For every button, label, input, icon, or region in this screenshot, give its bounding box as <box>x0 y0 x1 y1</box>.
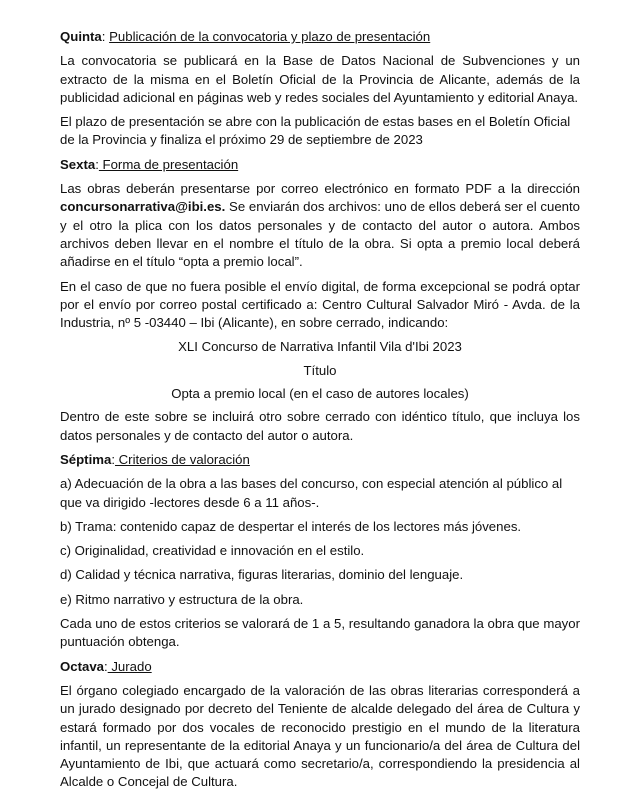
quinta-paragraph-2: El plazo de presentación se abre con la publicación de estas bases en el Boletín Oficial de la Provincia y finaliza el próximo 29 de septiembre de 2023 <box>60 114 571 148</box>
quinta-paragraph-1: La convocatoria se publicará en la Base de Datos Nacional de Subvenciones y un extracto de la misma en el Boletín Oficial de la Provincia de Alicante, además de la publicidad adicional en páginas web y redes sociales del Ayuntamiento y editorial Anaya. <box>60 53 580 105</box>
section-title: Forma de presentación <box>98 156 239 172</box>
criterion-item: d) Calidad y técnica narrativa, figuras literarias, dominio del lenguaje. <box>60 567 464 583</box>
criterion-item: c) Originalidad, creatividad e innovación en el estilo. <box>60 543 365 559</box>
criterion-item: b) Trama: contenido capaz de despertar el interés de los lectores más jóvenes. <box>60 518 522 534</box>
section-septima-heading: Séptima: Criterios de valoración <box>60 451 250 467</box>
sexta-paragraph-1: Las obras deberán presentarse por correo electrónico en formato PDF a la dirección concursonarrativa@ibi.es. Se enviarán dos archivos: uno de ellos deberá ser el cuento y el otro la plica con los datos personales y de contacto del autor o autora. Ambos archivos deben llevar en el nombre el título de la obra. Si opta a premio local deberá añadirse en el título “opta a premio local”. <box>60 181 580 270</box>
septima-scoring-paragraph: Cada uno de estos criterios se valorará de 1 a 5, resultando ganadora la obra que mayor puntuación obtenga. <box>60 616 580 650</box>
section-sexta-heading: Sexta: Forma de presentación <box>60 156 239 172</box>
criterion-item: e) Ritmo narrativo y estructura de la obra. <box>60 591 304 607</box>
envelope-line-contest: XLI Concurso de Narrativa Infantil Vila d'Ibi 2023 <box>178 339 462 355</box>
octava-paragraph-1: El órgano colegiado encargado de la valoración de las obras literarias corresponderá a un jurado designado por decreto del Teniente de alcalde delegado del área de Cultura y estará formado por dos vocales de reconocido prestigio en el mundo de la literatura infantil, un representante de la editorial Anaya y un funcionario/a del área de Cultura del Ayuntamiento de Ibi, que actuará como secretario/a, correspondiendo la presidencia al Alcalde o Concejal de Cultura. <box>60 682 580 790</box>
email-address: concursonarrativa@ibi.es. <box>60 199 226 215</box>
envelope-line-local: Opta a premio local (en el caso de autores locales) <box>171 386 469 402</box>
section-title: Jurado <box>107 658 152 674</box>
section-label: Octava <box>60 658 104 674</box>
section-label: Séptima <box>60 451 112 467</box>
envelope-line-title: Título <box>303 362 337 378</box>
sexta-paragraph-2: En el caso de que no fuera posible el envío digital, de forma excepcional se podrá optar por el envío por correo postal certificado a: Centro Cultural Salvador Miró - Avda. de la Industria, nº 5 -03440 – Ibi (Alicante), en sobre cerrado, indicando: <box>60 278 580 331</box>
section-octava-heading: Octava: Jurado <box>60 658 152 674</box>
criterion-item: a) Adecuación de la obra a las bases del concurso, con especial atención al público al que va dirigido -lectores desde 6 a 11 años-. <box>60 476 563 510</box>
section-label: Sexta <box>60 156 96 172</box>
section-quinta-heading: Quinta: Publicación de la convocatoria y plazo de presentación <box>60 29 431 44</box>
section-title: Criterios de valoración <box>114 451 250 467</box>
section-label: Quinta <box>60 29 102 44</box>
sexta-paragraph-3: Dentro de este sobre se incluirá otro sobre cerrado con idéntico título, que incluya los datos personales y de contacto del autor o autora. <box>60 409 580 443</box>
section-title: Publicación de la convocatoria y plazo de presentación <box>109 29 431 44</box>
